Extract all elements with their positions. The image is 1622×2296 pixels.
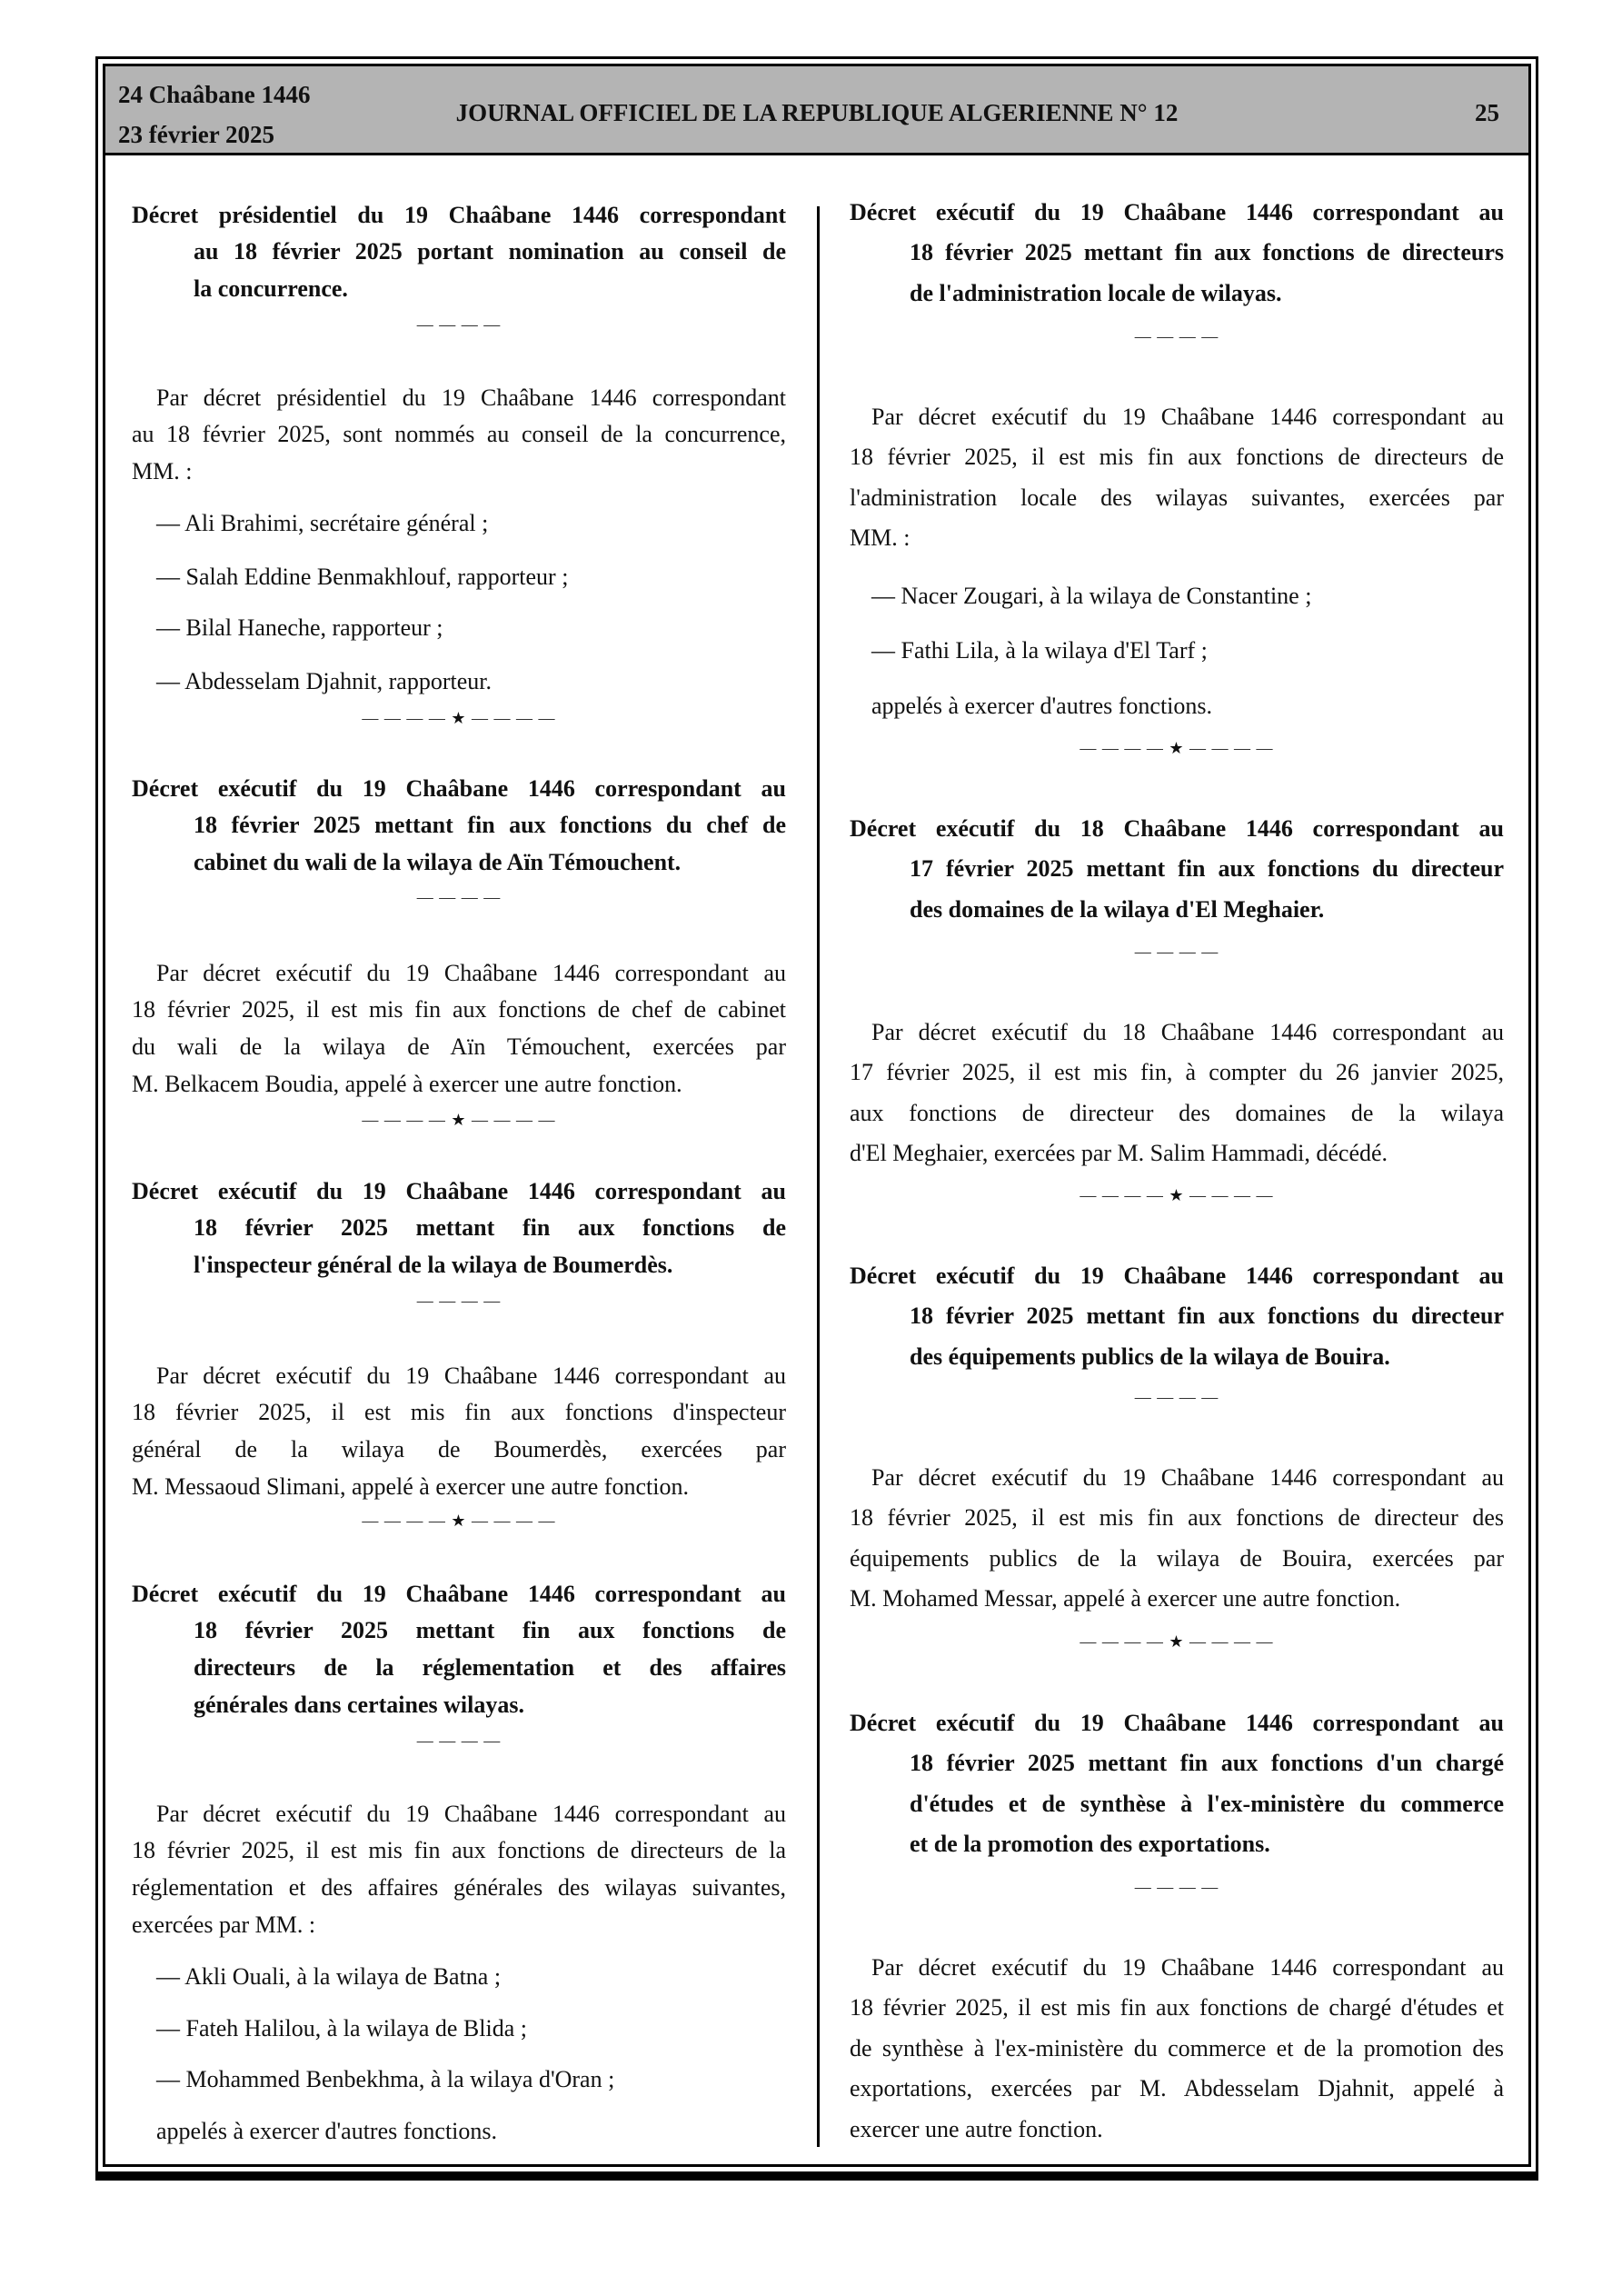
page-number: 25: [1475, 99, 1499, 126]
text-line: [850, 1498, 1504, 1539]
text-line: [132, 955, 786, 993]
decree-title: [132, 1173, 786, 1284]
text-line: [850, 631, 1504, 672]
star-separator: — — — — ★ — — — —: [362, 1511, 556, 1530]
text-line: [850, 1703, 1504, 1744]
short-separator: — — — —: [416, 887, 502, 906]
text-line: [132, 2113, 786, 2151]
text-line: [850, 1337, 1504, 1378]
text-line: [132, 271, 786, 308]
text-line: [850, 193, 1504, 234]
line-text: et de la promotion des exportations.: [910, 1831, 1270, 1858]
text-line: [132, 807, 786, 844]
line-text: Décret exécutif du 19 Chaâbane 1446 correspondant au: [850, 198, 1504, 225]
decree-title: [132, 197, 786, 308]
line-text: — Salah Eddine Benmakhlouf, rapporteur ;: [156, 563, 569, 590]
list-item: [132, 610, 786, 647]
line-text: 18 février 2025, il est mis fin aux fonctions de chef de cabinet: [132, 996, 786, 1023]
line-text: des domaines de la wilaya d'El Meghaier.: [910, 895, 1325, 923]
text-line: [850, 1053, 1504, 1093]
text-line: [850, 233, 1504, 274]
line-text: aux fonctions de directeur des domaines de la wilaya: [850, 1099, 1504, 1126]
right-column: [850, 0, 1504, 2296]
text-line: [850, 1256, 1504, 1297]
journal-title: JOURNAL OFFICIEL DE LA REPUBLIQUE ALGERIENNE N° 12: [455, 99, 1179, 126]
line-text: — Fateh Halilou, à la wilaya de Blida ;: [156, 2014, 527, 2041]
text-line: [132, 416, 786, 454]
line-text: Par décret exécutif du 19 Chaâbane 1446 correspondant au: [871, 1953, 1504, 1981]
text-line: [850, 1093, 1504, 1134]
star-separator: — — — — ★ — — — —: [362, 708, 556, 727]
line-text: 18 février 2025 mettant fin aux fonctions de: [194, 1617, 786, 1644]
line-text: 18 février 2025 mettant fin aux fonctions de directeurs: [910, 239, 1504, 266]
decree-paragraph: [850, 397, 1504, 559]
decree-paragraph: [132, 380, 786, 491]
line-text: 18 février 2025 mettant fin aux fonctions d'un chargé: [910, 1750, 1504, 1777]
list-item: [132, 1959, 786, 1996]
text-line: [850, 1988, 1504, 2029]
text-line: [850, 1133, 1504, 1174]
line-text: l'inspecteur général de la wilaya de Boumerdès.: [194, 1252, 673, 1279]
line-text: d'El Meghaier, exercées par M. Salim Hammadi, décédé.: [850, 1140, 1388, 1167]
short-separator: — — — —: [416, 1291, 502, 1310]
text-line: [850, 890, 1504, 931]
decree-paragraph: [850, 1013, 1504, 1174]
short-separator: — — — —: [1134, 1387, 1219, 1406]
text-line: [850, 1784, 1504, 1825]
text-line: [132, 1247, 786, 1284]
text-line: [132, 234, 786, 271]
line-text: — Nacer Zougari, à la wilaya de Constantine ;: [871, 582, 1312, 609]
text-line: [132, 1832, 786, 1870]
line-text: général de la wilaya de Boumerdès, exercées par: [132, 1436, 786, 1463]
text-line: [850, 809, 1504, 850]
decree-paragraph: [850, 1948, 1504, 2151]
line-text: Par décret exécutif du 19 Chaâbane 1446 correspondant au: [871, 403, 1504, 430]
line-text: 18 février 2025 mettant fin aux fonctions du chef de: [194, 812, 786, 839]
text-line: [850, 1743, 1504, 1784]
decree-title: [850, 809, 1504, 931]
line-text: 18 février 2025, il est mis fin aux fonctions d'inspecteur: [132, 1399, 786, 1426]
list-item: [132, 2061, 786, 2099]
left-column: [132, 0, 786, 2296]
line-text: 18 février 2025, il est mis fin aux fonctions de chargé d'études et: [850, 1994, 1504, 2021]
line-text: 18 février 2025 mettant fin aux fonctions de: [194, 1214, 786, 1242]
decree-title: [132, 771, 786, 882]
text-line: [850, 274, 1504, 314]
line-text: Par décret exécutif du 19 Chaâbane 1446 correspondant au: [156, 1800, 786, 1827]
list-item: [132, 664, 786, 701]
text-line: [132, 1432, 786, 1469]
line-text: directeurs de la réglementation et des affaires: [194, 1654, 786, 1682]
star-separator: — — — — ★ — — — —: [1080, 1632, 1274, 1651]
line-text: Décret exécutif du 19 Chaâbane 1446 correspondant au: [132, 774, 786, 802]
text-line: [132, 1210, 786, 1247]
text-line: [132, 454, 786, 491]
text-line: [132, 610, 786, 647]
short-separator: — — — —: [416, 314, 502, 334]
line-text: exportations, exercées par M. Abdesselam Djahnit, appelé à: [850, 2075, 1504, 2102]
decree-paragraph: [850, 1458, 1504, 1620]
line-text: appelés à exercer d'autres fonctions.: [156, 2117, 498, 2144]
line-text: Par décret exécutif du 19 Chaâbane 1446 correspondant au: [156, 1362, 786, 1389]
line-text: Par décret exécutif du 19 Chaâbane 1446 correspondant au: [156, 959, 786, 986]
text-line: [132, 771, 786, 808]
text-line: [850, 1013, 1504, 1053]
text-line: [850, 1296, 1504, 1337]
line-text: — Ali Brahimi, secrétaire général ;: [156, 509, 489, 536]
text-line: [132, 1796, 786, 1833]
list-item: [850, 686, 1504, 727]
short-separator: — — — —: [1134, 326, 1219, 345]
line-text: cabinet du wali de la wilaya de Aïn Témouchent.: [194, 849, 682, 876]
text-line: [850, 1539, 1504, 1580]
text-line: [850, 437, 1504, 478]
decree-paragraph: [132, 1358, 786, 1506]
text-line: [850, 686, 1504, 727]
text-line: [850, 518, 1504, 559]
list-item: [132, 505, 786, 543]
line-text: Décret exécutif du 19 Chaâbane 1446 correspondant au: [850, 1709, 1504, 1736]
list-item: [850, 576, 1504, 617]
text-line: [132, 1469, 786, 1506]
line-text: MM. :: [132, 458, 193, 485]
text-line: [850, 2029, 1504, 2070]
text-line: [132, 505, 786, 543]
line-text: Décret exécutif du 19 Chaâbane 1446 correspondant au: [132, 1580, 786, 1607]
decree-title: [850, 193, 1504, 314]
text-line: [132, 1394, 786, 1432]
star-separator: — — — — ★ — — — —: [1080, 738, 1274, 757]
list-item: [850, 631, 1504, 672]
line-text: 17 février 2025 mettant fin aux fonctions du directeur: [910, 855, 1504, 883]
text-line: [132, 992, 786, 1029]
text-line: [132, 1687, 786, 1724]
line-text: 18 février 2025 mettant fin aux fonctions du directeur: [910, 1303, 1504, 1330]
line-text: au 18 février 2025 portant nomination au conseil de: [194, 238, 786, 265]
text-line: [132, 1959, 786, 1996]
line-text: appelés à exercer d'autres fonctions.: [871, 692, 1213, 719]
text-line: [850, 478, 1504, 519]
text-line: [132, 1612, 786, 1650]
text-line: [850, 2069, 1504, 2110]
line-text: exercées par MM. :: [132, 1911, 316, 1938]
line-text: générales dans certaines wilayas.: [194, 1691, 524, 1718]
line-text: Décret exécutif du 18 Chaâbane 1446 correspondant au: [850, 814, 1504, 842]
list-item: [132, 2113, 786, 2151]
hijri-date: 24 Chaâbane 1446: [118, 81, 311, 108]
text-line: [132, 197, 786, 235]
line-text: de l'administration locale de wilayas.: [910, 279, 1282, 306]
line-text: la concurrence.: [194, 275, 348, 303]
line-text: 18 février 2025, il est mis fin aux fonctions de directeurs de la: [132, 1837, 786, 1864]
short-separator: — — — —: [1134, 942, 1219, 961]
text-line: [850, 1458, 1504, 1499]
line-text: Décret présidentiel du 19 Chaâbane 1446 correspondant: [132, 201, 786, 228]
text-line: [132, 664, 786, 701]
text-line: [132, 1029, 786, 1066]
line-text: des équipements publics de la wilaya de Bouira.: [910, 1343, 1390, 1370]
line-text: Par décret présidentiel du 19 Chaâbane 1446 correspondant: [156, 384, 786, 411]
line-text: Décret exécutif du 19 Chaâbane 1446 correspondant au: [132, 1177, 786, 1204]
line-text: 18 février 2025, il est mis fin aux fonctions de directeurs de: [850, 444, 1504, 471]
gregorian-date: 23 février 2025: [118, 121, 274, 148]
text-line: [132, 2061, 786, 2099]
text-line: [850, 849, 1504, 890]
line-text: du wali de la wilaya de Aïn Témouchent, exercées par: [132, 1033, 786, 1061]
list-item: [132, 559, 786, 596]
column-divider: [817, 206, 820, 2147]
line-text: MM. :: [850, 524, 911, 552]
text-line: [132, 1358, 786, 1395]
line-text: exercer une autre fonction.: [850, 2116, 1103, 2143]
text-line: [132, 559, 786, 596]
line-text: — Mohammed Benbekhma, à la wilaya d'Oran ;: [156, 2065, 615, 2092]
text-line: [850, 2110, 1504, 2151]
line-text: Par décret exécutif du 18 Chaâbane 1446 correspondant au: [871, 1018, 1504, 1045]
text-line: [850, 1579, 1504, 1620]
line-text: — Bilal Haneche, rapporteur ;: [156, 614, 443, 641]
decree-title: [850, 1256, 1504, 1378]
line-text: d'études et de synthèse à l'ex-ministère du commerce: [910, 1790, 1504, 1817]
decree-title: [850, 1703, 1504, 1865]
line-text: — Fathi Lila, à la wilaya d'El Tarf ;: [871, 636, 1208, 664]
star-separator: — — — — ★ — — — —: [362, 1110, 556, 1129]
line-text: — Akli Ouali, à la wilaya de Batna ;: [156, 1962, 502, 1990]
line-text: M. Belkacem Boudia, appelé à exercer une autre fonction.: [132, 1070, 682, 1097]
line-text: réglementation et des affaires générales des wilayas suivantes,: [132, 1874, 786, 1902]
text-line: [132, 1173, 786, 1211]
line-text: M. Messaoud Slimani, appelé à exercer une autre fonction.: [132, 1472, 689, 1500]
line-text: Décret exécutif du 19 Chaâbane 1446 correspondant au: [850, 1262, 1504, 1289]
line-text: 18 février 2025, il est mis fin aux fonctions de directeur des: [850, 1504, 1504, 1532]
line-text: 17 février 2025, il est mis fin, à compter du 26 janvier 2025,: [850, 1059, 1504, 1086]
text-line: [132, 1907, 786, 1944]
line-text: — Abdesselam Djahnit, rapporteur.: [156, 667, 492, 694]
decree-paragraph: [132, 1796, 786, 1944]
short-separator: — — — —: [416, 1731, 502, 1750]
text-line: [132, 1576, 786, 1613]
decree-paragraph: [132, 955, 786, 1103]
text-line: [850, 1948, 1504, 1989]
text-line: [132, 1870, 786, 1907]
text-line: [850, 397, 1504, 438]
text-line: [850, 576, 1504, 617]
line-text: Par décret exécutif du 19 Chaâbane 1446 correspondant au: [871, 1463, 1504, 1491]
list-item: [132, 2011, 786, 2048]
text-line: [132, 1066, 786, 1103]
text-line: [132, 2011, 786, 2048]
text-line: [132, 1650, 786, 1687]
line-text: au 18 février 2025, sont nommés au conseil de la concurrence,: [132, 421, 786, 448]
line-text: de synthèse à l'ex-ministère du commerce et de la promotion des: [850, 2034, 1504, 2061]
text-line: [132, 380, 786, 417]
text-line: [850, 1824, 1504, 1865]
short-separator: — — — —: [1134, 1877, 1219, 1896]
text-line: [132, 844, 786, 882]
line-text: M. Mohamed Messar, appelé à exercer une autre fonction.: [850, 1585, 1401, 1612]
decree-title: [132, 1576, 786, 1724]
line-text: équipements publics de la wilaya de Bouira, exercées par: [850, 1544, 1504, 1572]
star-separator: — — — — ★ — — — —: [1080, 1185, 1274, 1204]
line-text: l'administration locale des wilayas suivantes, exercées par: [850, 484, 1504, 511]
